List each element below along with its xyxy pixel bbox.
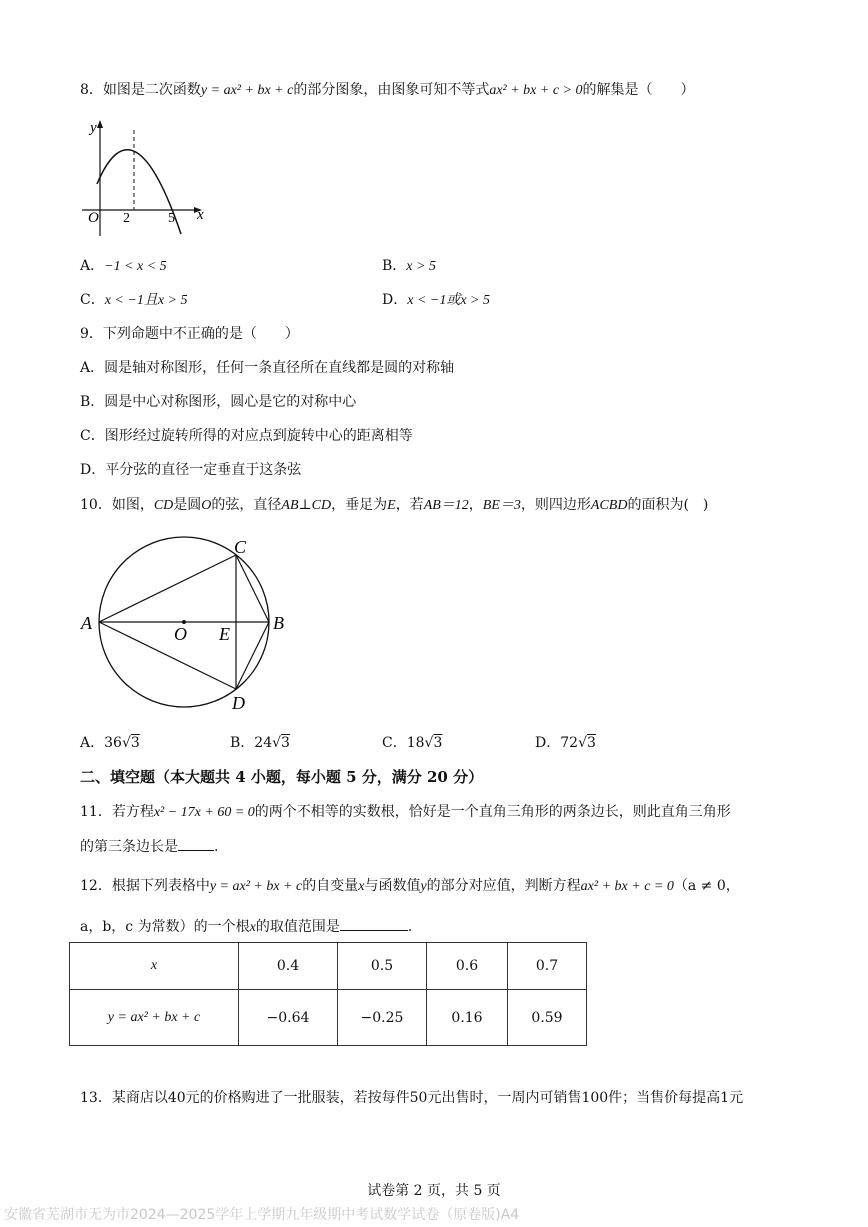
q8-y-label: y	[90, 120, 97, 136]
q8-option-a: A．−1 < x < 5	[80, 258, 167, 274]
table-cell: 0.7	[508, 943, 587, 990]
q8-option-c: C．x < −1且x > 5	[80, 292, 188, 308]
table-header-y: y = ax² + bx + c	[70, 990, 239, 1046]
sqrt-icon: √	[121, 735, 131, 751]
q10-label-e: E	[219, 624, 230, 644]
q8-parabola-graph	[78, 112, 218, 242]
page-footer: 试卷第 2 页，共 5 页	[367, 1183, 501, 1199]
table-cell: 0.59	[508, 990, 587, 1046]
table-cell: 0.16	[427, 990, 508, 1046]
sqrt-icon: √	[272, 735, 282, 751]
q11-line2: 的第三条边长是 .	[80, 836, 218, 857]
q8-option-d: D．x < −1或x > 5	[382, 292, 491, 308]
source-watermark: 安徽省芜湖市无为市2024—2025学年上学期九年级期中考试数学试卷（原卷版)A4	[4, 1207, 520, 1223]
table-cell: 0.6	[427, 943, 508, 990]
q8-inequality: ax² + bx + c > 0	[489, 83, 583, 98]
table-cell: 0.4	[239, 943, 338, 990]
q9-option-a: A．圆是轴对称图形，任何一条直径所在直线都是圆的对称轴	[80, 360, 455, 376]
q8-origin-label: O	[88, 210, 99, 226]
q10-option-b: B．24√3	[230, 735, 290, 751]
section-2-title: 二、填空题（本大题共 4 小题，每小题 5 分，满分 20 分）	[80, 768, 484, 786]
q11-answer-blank[interactable]	[178, 836, 214, 851]
q10-label-o: O	[174, 624, 187, 644]
table-cell: −0.64	[239, 990, 338, 1046]
q8-function: y = ax² + bx + c	[200, 83, 294, 98]
q9-option-c: C．图形经过旋转所得的对应点到旋转中心的距离相等	[80, 428, 413, 444]
q10-option-d: D．72√3	[535, 735, 596, 751]
q12-answer-blank[interactable]	[340, 916, 408, 931]
q9-stem: 9．下列命题中不正确的是（ ）	[80, 326, 299, 342]
q10-segment-ad	[99, 622, 236, 689]
q10-label-b: B	[273, 613, 284, 633]
q12-line2: a，b，c 为常数）的一个根x的取值范围是 .	[80, 916, 412, 938]
q13-stem: 13．某商店以40元的价格购进了一批服装，若按每件50元出售时，一周内可销售100件；当售价每提高1元	[80, 1090, 744, 1106]
sqrt-icon: √	[424, 735, 434, 751]
q8-x-label: x	[197, 207, 204, 223]
q10-stem: 10．如图，CD是圆O的弦，直径AB⊥CD，垂足为E，若AB＝12，BE＝3，则四边形ACBD的面积为( )	[80, 497, 709, 513]
q8-tick-2: 2	[123, 211, 130, 226]
table-cell: 0.5	[338, 943, 427, 990]
q8-y-arrow	[97, 120, 103, 128]
q8-tick-5: 5	[168, 211, 175, 226]
table-cell: −0.25	[338, 990, 427, 1046]
q10-circle-figure	[78, 536, 298, 716]
q10-label-d: D	[232, 693, 245, 713]
q8-option-b: B．x > 5	[382, 258, 436, 274]
q11-stem: 11．若方程x² − 17x + 60 = 0的两个不相等的实数根，恰好是一个直角三角形的两条边长，则此直角三角形	[80, 804, 731, 820]
q12-stem: 12．根据下列表格中y = ax² + bx + c的自变量x与函数值y的部分对应值，判断方程ax² + bx + c = 0（a ≠ 0，	[80, 878, 740, 894]
q11-equation: x² − 17x + 60 = 0	[153, 805, 255, 820]
q9-option-b: B．圆是中心对称图形，圆心是它的对称中心	[80, 394, 357, 410]
q10-segment-ac	[99, 555, 236, 622]
sqrt-icon: √	[578, 735, 587, 751]
q9-option-d: D．平分弦的直径一定垂直于这条弦	[80, 462, 302, 478]
q8-stem: 8．如图是二次函数y = ax² + bx + c的部分图象，由图象可知不等式ax² + bx + c > 0的解集是（ ）	[80, 82, 695, 98]
table-row	[70, 990, 587, 1046]
q10-label-a: A	[81, 613, 92, 633]
q10-label-c: C	[234, 537, 247, 557]
q10-segment-cb	[236, 555, 269, 622]
q10-option-c: C．18√3	[382, 735, 443, 751]
table-header-x: x	[70, 943, 239, 990]
q10-segment-db	[236, 622, 269, 689]
table-row	[70, 943, 587, 990]
q12-value-table	[69, 942, 587, 1046]
q10-option-a: A．36√3	[80, 735, 140, 751]
